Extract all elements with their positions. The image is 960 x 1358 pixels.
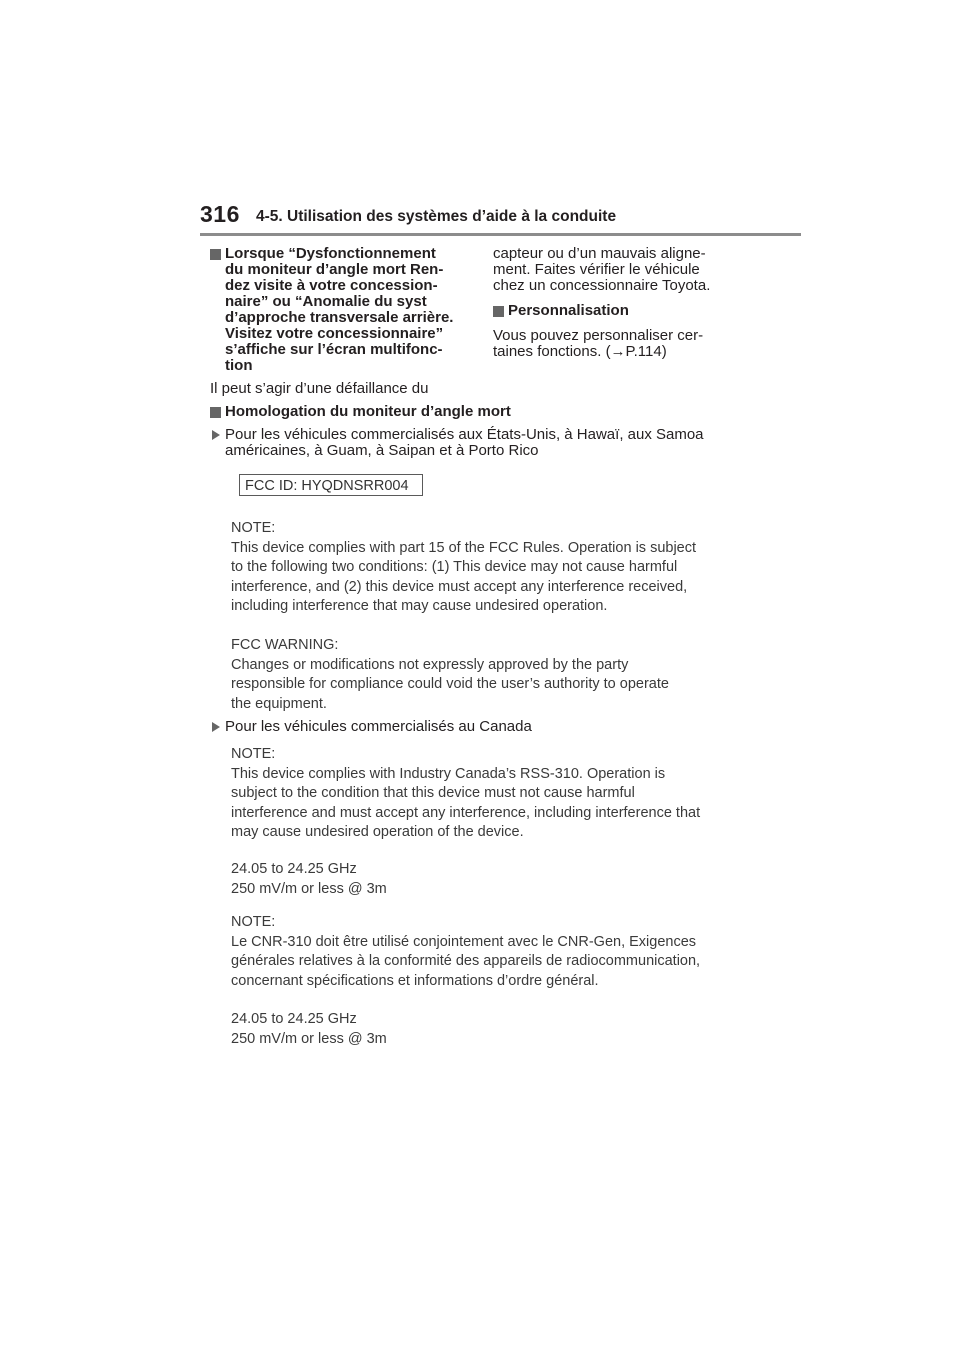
us-bullet: [212, 427, 765, 459]
heading-line: d’approche transversale arrière.: [225, 309, 454, 326]
heading-line: s’affiche sur l’écran multifonc-: [225, 341, 443, 358]
customization-text: [493, 328, 753, 360]
frequency-line: 250 mV/m or less @ 3m: [231, 880, 387, 897]
fcc-warning: [231, 636, 741, 714]
text-line: capteur ou d’un mauvais aligne-: [493, 245, 706, 262]
customization-heading: [493, 303, 753, 319]
square-bullet-icon: [493, 306, 504, 317]
fcc-note: [231, 519, 741, 617]
text-line: Vous pouvez personnaliser cer-: [493, 327, 704, 344]
frequency-line: 24.05 to 24.25 GHz: [231, 1011, 357, 1027]
right-column: [493, 246, 753, 360]
homologation-heading-text: Homologation du moniteur d’angle mort: [225, 403, 511, 420]
warning-line: Changes or modifications not expressly approved by the party: [231, 656, 629, 673]
page-number: 316: [200, 201, 240, 227]
text-line: chez un concessionnaire Toyota.: [493, 277, 711, 294]
heading-line: dez visite à votre concession-: [225, 277, 438, 294]
note-line: This device complies with Industry Canada’s RSS-310. Operation is: [231, 765, 666, 782]
canada-bullet: [212, 719, 765, 735]
cnr-frequency: [231, 1010, 741, 1049]
heading-line: du moniteur d’angle mort Ren-: [225, 261, 444, 278]
note-line: générales relatives à la conformité des appareils de radiocommunication,: [231, 953, 701, 969]
text-line: taines fonctions. (→P.114): [493, 343, 667, 360]
heading-line: naire” ou “Anomalie du syst: [225, 293, 427, 310]
malfunction-heading: [210, 246, 482, 374]
warning-line: the equipment.: [231, 695, 327, 712]
note-line: may cause undesired operation of the device.: [231, 824, 524, 840]
bullet-line: américaines, à Guam, à Saipan et à Porto Rico: [225, 442, 539, 459]
note-line: interference and must accept any interference, including interference that: [231, 804, 701, 821]
chapter-title: 4-5. Utilisation des systèmes d’aide à la conduite: [256, 208, 617, 225]
cnr-note: [231, 913, 741, 991]
customization-heading-text: Personnalisation: [508, 302, 629, 319]
square-bullet-icon: [210, 249, 221, 260]
left-column: [210, 246, 482, 397]
note-line: including interference that may cause undesired operation.: [231, 598, 608, 614]
malfunction-text: Il peut s’agir d’une défaillance du: [210, 380, 429, 397]
note-line: Le CNR-310 doit être utilisé conjointement avec le CNR-Gen, Exigences: [231, 933, 697, 950]
bullet-line: Pour les véhicules commercialisés aux États-Unis, à Hawaï, aux Samoa: [225, 426, 704, 443]
warning-line: FCC WARNING:: [231, 637, 339, 653]
triangle-bullet-icon: [212, 722, 220, 732]
note-line: NOTE:: [231, 746, 276, 762]
ic-frequency: [231, 860, 741, 899]
frequency-line: 250 mV/m or less @ 3m: [231, 1030, 387, 1047]
bullet-line: Pour les véhicules commercialisés au Canada: [225, 718, 532, 735]
note-line: concernant spécifications et informations d’ordre général.: [231, 972, 599, 989]
homologation-heading: [210, 404, 511, 420]
square-bullet-icon: [210, 407, 221, 418]
heading-line: Lorsque “Dysfonctionnement: [225, 245, 436, 262]
note-line: NOTE:: [231, 520, 276, 536]
note-line: NOTE:: [231, 914, 276, 930]
heading-line: Visitez votre concessionnaire”: [225, 325, 444, 342]
ic-note: [231, 745, 741, 843]
header-divider: [200, 233, 801, 236]
fcc-id-label: FCC ID: HYQDNSRR004: [239, 474, 423, 496]
note-line: to the following two conditions: (1) This device may not cause harmful: [231, 559, 678, 575]
frequency-line: 24.05 to 24.25 GHz: [231, 861, 357, 877]
heading-line: tion: [225, 357, 253, 374]
warning-line: responsible for compliance could void the user’s authority to operate: [231, 676, 669, 692]
note-line: subject to the condition that this device must not cause harmful: [231, 785, 635, 801]
triangle-bullet-icon: [212, 430, 220, 440]
note-line: This device complies with part 15 of the FCC Rules. Operation is subject: [231, 539, 697, 556]
note-line: interference, and (2) this device must accept any interference received,: [231, 578, 688, 595]
text-line: ment. Faites vérifier le véhicule: [493, 261, 700, 278]
malfunction-text-continued: [493, 246, 753, 294]
